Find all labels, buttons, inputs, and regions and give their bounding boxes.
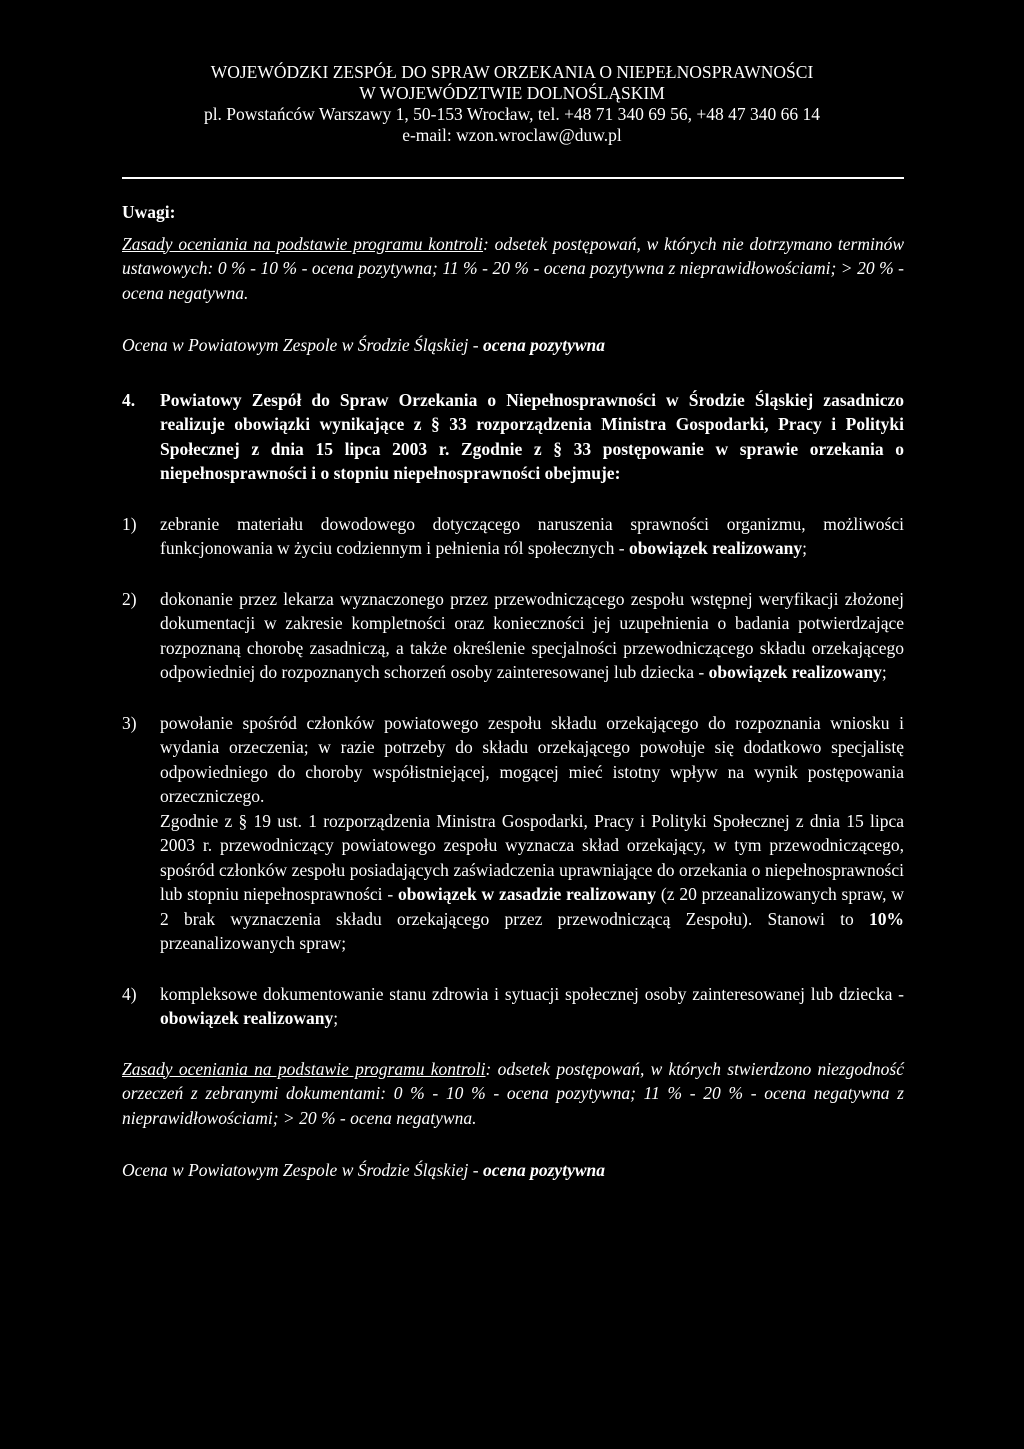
item-body: powołanie spośród członków powiatowego zespołu składu orzekającego do rozpoznania wniosku i wydania orzeczenia; w razie potrzeby do składu orzekającego powołuje się dodatkowo specjalistę odpowiedniego do choroby współistniejącej, mogącej mieć istotny wpływ na wynik postępowania orzeczniczego. <box>160 712 904 806</box>
item-status: obowiązek realizowany <box>160 1008 334 1028</box>
list-item-number: 4) <box>122 983 137 1004</box>
list-item-number: 1) <box>122 513 137 534</box>
section-4 <box>122 388 904 486</box>
item-end: ; <box>333 1008 339 1028</box>
criteria-label: Zasady oceniania na podstawie programu kontroli <box>122 1058 486 1079</box>
assessment-criteria-2 <box>122 1057 904 1131</box>
list-item <box>122 711 904 956</box>
assessment-criteria-1 <box>122 232 904 306</box>
list-item <box>122 587 904 685</box>
header-address: pl. Powstańców Warszawy 1, 50-153 Wrocław, tel. +48 71 340 69 56, +48 47 340 66 14 <box>203 104 821 124</box>
document-body <box>122 200 904 1183</box>
assessment-prefix: Ocena w Powiatowym Zespole w Środzie Śląskiej - <box>122 1160 483 1180</box>
criteria-text: : odsetek postępowań, w których nie dotrzymano terminów ustawowych: 0 % - 10 % - ocena pozytywna; 11 % - 20 % - ocena pozytywna z nieprawidłowościami; > 20 % - ocena negatywna. <box>122 233 904 303</box>
item-status: obowiązek w zasadzie realizowany <box>397 884 657 904</box>
header-divider <box>122 177 904 179</box>
list-item-text <box>160 512 904 561</box>
letterhead <box>0 62 1024 146</box>
list-item <box>122 982 904 1031</box>
list-item <box>122 512 904 561</box>
assessment-prefix: Ocena w Powiatowym Zespole w Środzie Śląskiej - <box>122 335 483 355</box>
item-status: obowiązek realizowany <box>628 538 803 558</box>
item-body: zebranie materiału dowodowego dotyczącego naruszenia sprawności organizmu, możliwości funkcjonowania w życiu codziennym i pełnienia ról społecznych - <box>160 513 904 558</box>
header-email: e-mail: wzon.wroclaw@duw.pl <box>402 125 622 145</box>
list-item-number: 3) <box>122 712 137 733</box>
header-title-line2: W WOJEWÓDZTWIE DOLNOŚLĄSKIM <box>359 83 665 103</box>
section-text: Powiatowy Zespół do Spraw Orzekania o Niepełnosprawności w Środzie Śląskiej zasadniczo realizuje obowiązki wynikające z § 33 rozporządzenia Ministra Gospodarki, Pracy i Polityki Społecznej z dnia 15 lipca 2003 r. Zgodnie z § 33 postępowanie w sprawie orzekania o niepełnosprawności i o stopniu niepełnosprawności obejmuje: <box>160 389 904 483</box>
item-para2-detail: (z 20 przeanalizowanych spraw, w 2 brak wyznaczenia składu orzekającego przez przewodniczącą Zespołu). Stanowi to <box>160 884 905 929</box>
item-status: obowiązek realizowany <box>708 662 882 682</box>
header-title-line1: WOJEWÓDZKI ZESPÓŁ DO SPRAW ORZEKANIA O NIEPEŁNOSPRAWNOŚCI <box>210 62 814 82</box>
list-item-text <box>160 982 904 1031</box>
assessment-value: ocena pozytywna <box>482 335 605 355</box>
list-item-text <box>160 711 904 956</box>
item-body: kompleksowe dokumentowanie stanu zdrowia i sytuacji społecznej osoby zainteresowanej lub dziecka - <box>160 983 904 1004</box>
item-body: dokonanie przez lekarza wyznaczonego przez przewodniczącego zespołu wstępnej weryfikacji złożonej dokumentacji w zakresie kompletności oraz konieczności jej uzupełnienia o badania potwierdzające rozpoznaną chorobę zasadniczą, a także określenie specjalności przewodniczącego składu orzekającego odpowiedniej do rozpoznanych schorzeń osoby zainteresowanej lub dziecka - <box>160 588 904 682</box>
item-para2-end: przeanalizowanych spraw; <box>160 933 347 953</box>
obligations-list <box>122 512 904 1031</box>
criteria-text: : odsetek postępowań, w których stwierdzono niezgodność orzeczeń z zebranymi dokumentami: 0 % - 10 % - ocena pozytywna; 11 % - 20 % - ocena negatywna z nieprawidłowościami; > 20 % - ocena negatywna. <box>122 1058 904 1128</box>
criteria-label: Zasady oceniania na podstawie programu kontroli <box>122 233 484 254</box>
section-number: 4. <box>122 389 136 410</box>
list-item-number: 2) <box>122 588 137 609</box>
assessment-result-2 <box>122 1158 904 1183</box>
assessment-result-1 <box>122 333 904 358</box>
item-percentage: 10% <box>869 908 904 929</box>
item-para2-text: Zgodnie z § 19 ust. 1 rozporządzenia Ministra Gospodarki, Pracy i Polityki Społecznej z dnia 15 lipca 2003 r. przewodniczący powiatowego zespołu wyznacza skład orzekający, w tym przewodniczącego, spośród członków zespołu posiadających zaświadczenia uprawniające do orzekania o niepełnosprawności lub stopniu niepełnosprawności - <box>160 810 904 904</box>
item-end: ; <box>881 662 887 682</box>
item-end: ; <box>802 538 808 558</box>
remarks-heading: Uwagi: <box>122 202 176 222</box>
assessment-value: ocena pozytywna <box>482 1160 605 1180</box>
list-item-text <box>160 587 904 685</box>
item-paragraph-2 <box>160 809 904 956</box>
